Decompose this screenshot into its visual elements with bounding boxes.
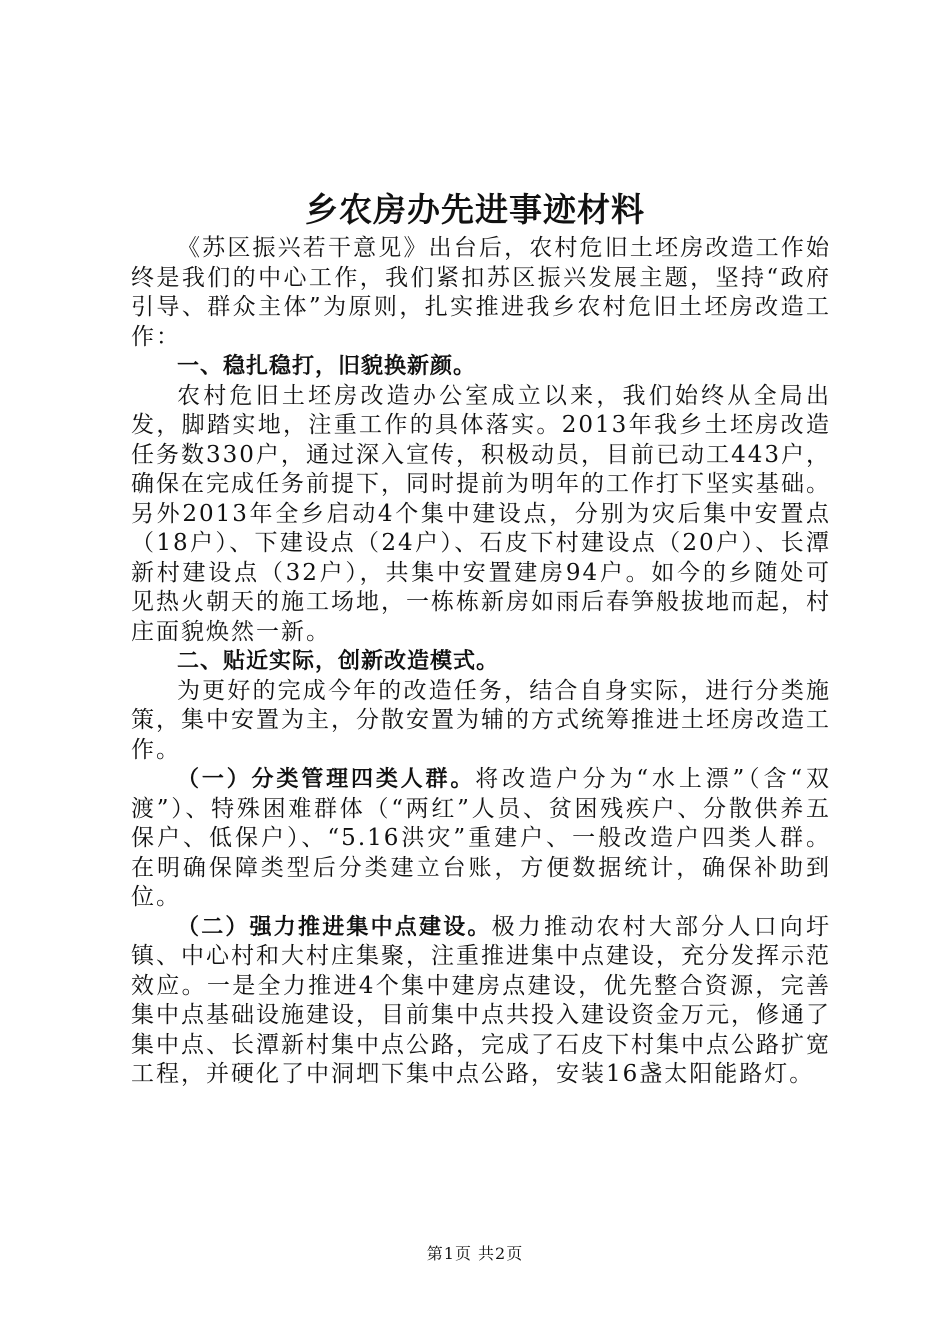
- subsection-1-lead: （一）分类管理四类人群。: [177, 767, 476, 792]
- subsection-1-text: 将改造户分为“水上漂”（含“双渡”）、特殊困难群体（“两红”人员、贫困残疾户、分散供养五保户、低保户）、“5.16洪灾”重建户、一般改造户四类人群。在明确保障类型后分类建立台账，方便数据统计，确保补助到位。: [131, 766, 831, 910]
- subsection-2-text: 极力推动农村大部分人口向圩镇、中心村和大村庄集聚，注重推进集中点建设，充分发挥示范效应。一是全力推进4个集中建房点建设，优先整合资源，完善集中点基础设施建设，目前集中点共投入建设资金万元，修通了集中点、长潭新村集中点公路，完成了石皮下村集中点公路扩宽工程，并硬化了中洞垇下集中点公路，安装16盏太阳能路灯。: [131, 913, 831, 1087]
- document-body: [131, 234, 831, 1090]
- section-1-paragraph: 农村危旧土坯房改造办公室成立以来，我们始终从全局出发，脚踏实地，注重工作的具体落实。2013年我乡土坯房改造任务数330户，通过深入宣传，积极动员，目前已动工443户，确保在完成任务前提下，同时提前为明年的工作打下坚实基础。另外2013年全乡启动4个集中建设点，分别为灾后集中安置点（18户）、下建设点（24户）、石皮下村建设点（20户）、长潭新村建设点（32户），共集中安置建房94户。如今的乡随处可见热火朝天的施工场地，一栋栋新房如雨后春笋般拔地而起，村庄面貌焕然一新。: [131, 382, 831, 645]
- section-heading-1: 一、稳扎稳打，旧貌换新颜。: [177, 354, 477, 379]
- subsection-2-paragraph: [131, 913, 831, 1090]
- subsection-2-lead: （二）强力推进集中点建设。: [177, 914, 492, 940]
- section-heading-2: 二、贴近实际，创新改造模式。: [177, 649, 500, 674]
- document-title: 乡农房办先进事迹材料: [305, 190, 645, 229]
- section-2-paragraph: 为更好的完成今年的改造任务，结合自身实际，进行分类施策，集中安置为主，分散安置为辅的方式统筹推进土坯房改造工作。: [131, 677, 831, 763]
- subsection-1-paragraph: [131, 765, 831, 913]
- page-footer: 第1页 共2页: [426, 1244, 524, 1263]
- intro-paragraph: 《苏区振兴若干意见》出台后，农村危旧土坯房改造工作始终是我们的中心工作，我们紧扣苏区振兴发展主题，坚持“政府引导、群众主体”为原则，扎实推进我乡农村危旧土坯房改造工作：: [131, 235, 831, 350]
